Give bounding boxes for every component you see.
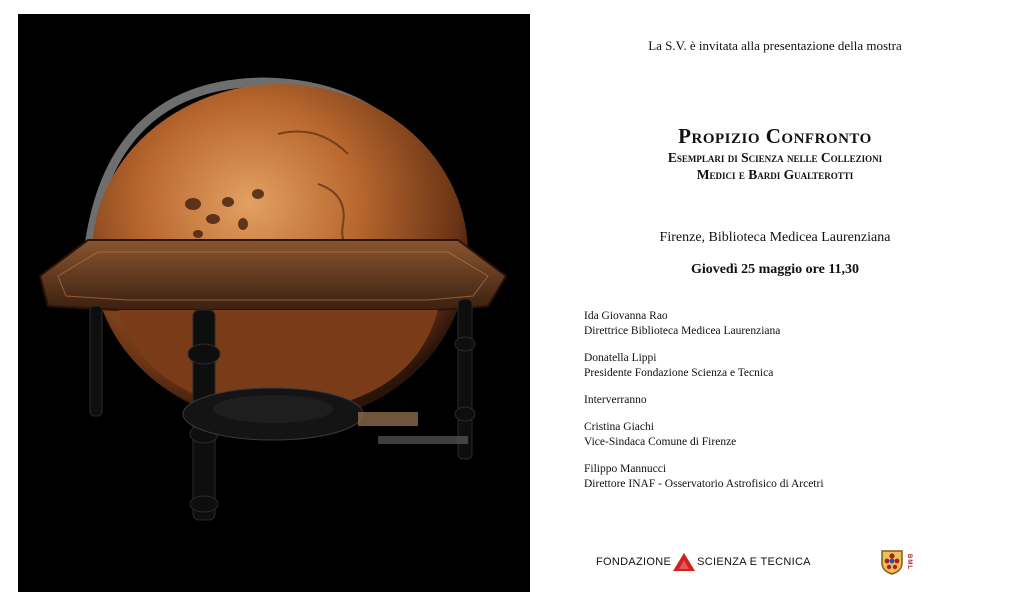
- red-triangle-icon: [672, 552, 696, 572]
- bml-logo: [880, 548, 920, 576]
- celestial-globe-photo: [18, 14, 530, 592]
- speaker-name: Donatella Lippi: [584, 352, 657, 364]
- event-place: Firenze, Biblioteca Medicea Laurenziana: [659, 230, 891, 245]
- bml-logo-text: BML: [906, 554, 912, 570]
- speaker-role: Presidente Fondazione Scienza e Tecnica: [584, 367, 774, 379]
- speaker-entry: [584, 309, 824, 339]
- speaker-role: Vice-Sindaca Comune di Firenze: [584, 436, 737, 448]
- speaker-name: Interverranno: [584, 394, 647, 406]
- speaker-entry: [584, 351, 824, 381]
- exhibition-subtitle-line2: Medici e Bardi Gualterotti: [696, 167, 854, 182]
- speaker-name: Ida Giovanna Rao: [584, 310, 668, 322]
- speaker-list: [584, 309, 824, 504]
- speaker-entry: [584, 420, 824, 450]
- fst-logo-left-text: FONDAZIONE: [596, 556, 672, 568]
- speakers-intervene-heading: [584, 393, 824, 408]
- event-date: Giovedì 25 maggio ore 11,30: [690, 262, 860, 277]
- fondazione-scienza-tecnica-logo: [596, 552, 811, 572]
- medici-shield-icon: [880, 549, 904, 575]
- speaker-role: Direttore INAF - Osservatorio Astrofisico di Arcetri: [584, 478, 824, 490]
- speaker-name: Cristina Giachi: [584, 421, 654, 433]
- exhibition-title: Propizio Confronto: [678, 124, 872, 148]
- invitation-intro: La S.V. è invitata alla presentazione della mostra: [648, 38, 902, 53]
- speaker-name: Filippo Mannucci: [584, 463, 667, 475]
- exhibition-subtitle-line1: Esemplari di Scienza nelle Collezioni: [667, 150, 883, 165]
- invitation-text-panel: [540, 0, 1010, 613]
- speaker-role: Direttrice Biblioteca Medicea Laurenziana: [584, 325, 781, 337]
- fst-logo-right-text: SCIENZA E TECNICA: [697, 556, 811, 568]
- speaker-entry: [584, 462, 824, 492]
